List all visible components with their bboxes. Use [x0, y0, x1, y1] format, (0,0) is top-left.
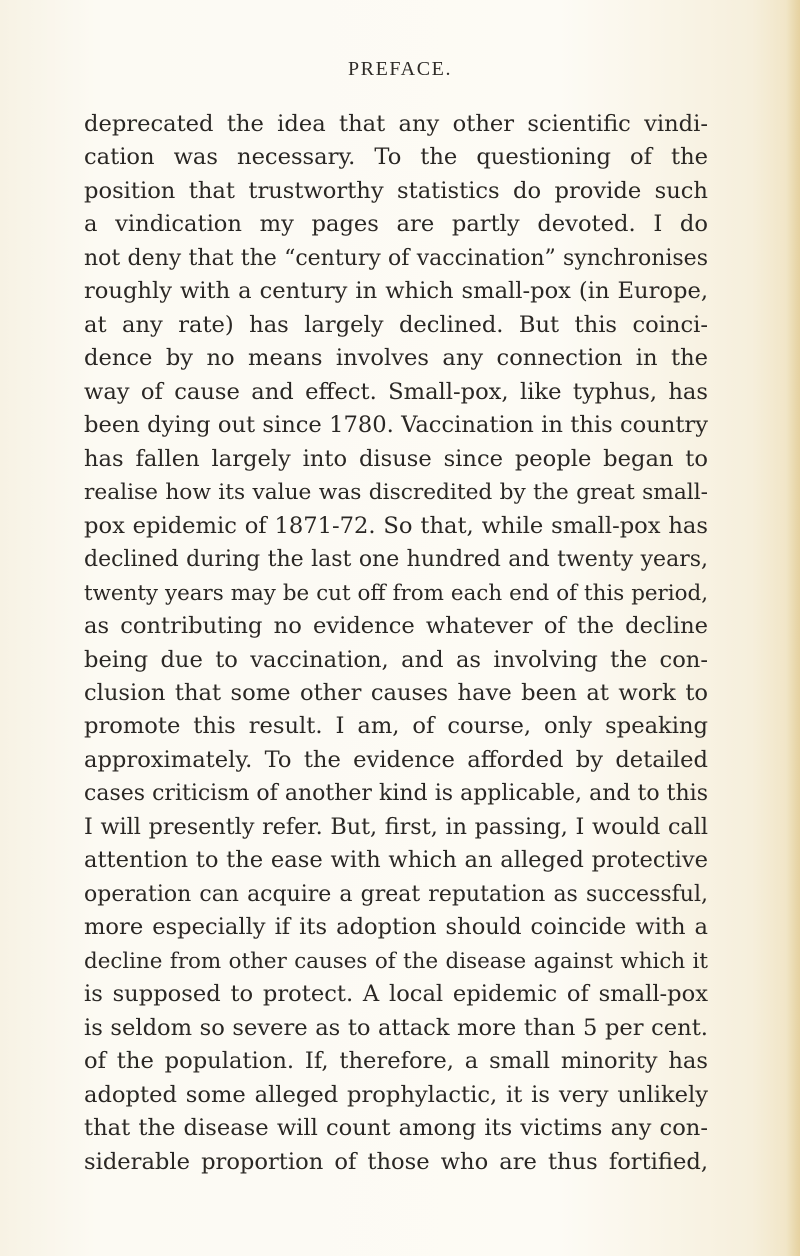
text-line: siderable proportion of those who are thus fortified, — [84, 1148, 708, 1175]
running-head: PREFACE. — [347, 58, 453, 80]
text-line: been dying out since 1780. Vaccination in this country — [84, 412, 708, 439]
text-line: a vindication my pages are partly devoted. I do — [84, 211, 708, 238]
text-line: being due to vaccination, and as involving the con- — [84, 646, 708, 673]
text-line: at any rate) has largely declined. But this coinci- — [84, 311, 708, 338]
text-line: attention to the ease with which an alleged protective — [84, 847, 708, 874]
text-line: that the disease will count among its victims any con- — [84, 1115, 708, 1142]
text-line: roughly with a century in which small-pox (in Europe, — [84, 278, 708, 305]
text-line: decline from other causes of the disease against which it — [84, 948, 708, 974]
text-line: deprecated the idea that any other scientific vindi- — [84, 111, 708, 137]
text-line: pox epidemic of 1871-72. So that, while small-pox has — [84, 512, 708, 539]
text-line: clusion that some other causes have been at work to — [84, 679, 708, 706]
text-line: not deny that the “century of vaccination” synchronises — [84, 245, 708, 271]
text-line: is seldom so severe as to attack more than 5 per cent. — [84, 1014, 708, 1041]
text-line: of the population. If, therefore, a small minority has — [84, 1048, 708, 1075]
text-line: adopted some alleged prophylactic, it is very unlikely — [84, 1081, 708, 1108]
body-text — [84, 108, 708, 1179]
text-line: as contributing no evidence whatever of the decline — [84, 613, 708, 640]
text-line: has fallen largely into disuse since people began to — [84, 445, 708, 472]
text-line: cases criticism of another kind is applicable, and to this — [84, 781, 708, 807]
text-line: more especially if its adoption should coincide with a — [84, 914, 708, 941]
text-line: dence by no means involves any connection in the — [84, 345, 708, 372]
text-line: realise how its value was discredited by the great small- — [84, 480, 708, 506]
text-line: is supposed to protect. A local epidemic of small-pox — [84, 981, 708, 1008]
text-line: I will presently refer. But, first, in passing, I would call — [84, 813, 708, 840]
text-line: approximately. To the evidence afforded by detailed — [84, 746, 708, 773]
page-edge-shading — [786, 0, 800, 1256]
text-line: cation was necessary. To the questioning of the — [84, 144, 708, 171]
text-line: promote this result. I am, of course, only speaking — [84, 713, 708, 740]
text-line: twenty years may be cut off from each end of this period, — [84, 580, 708, 606]
text-line: way of cause and effect. Small-pox, like typhus, has — [84, 378, 708, 405]
text-line: declined during the last one hundred and twenty years, — [84, 547, 708, 573]
text-line: operation can acquire a great reputation as successful, — [84, 881, 708, 907]
text-line: position that trustworthy statistics do provide such — [84, 177, 708, 204]
